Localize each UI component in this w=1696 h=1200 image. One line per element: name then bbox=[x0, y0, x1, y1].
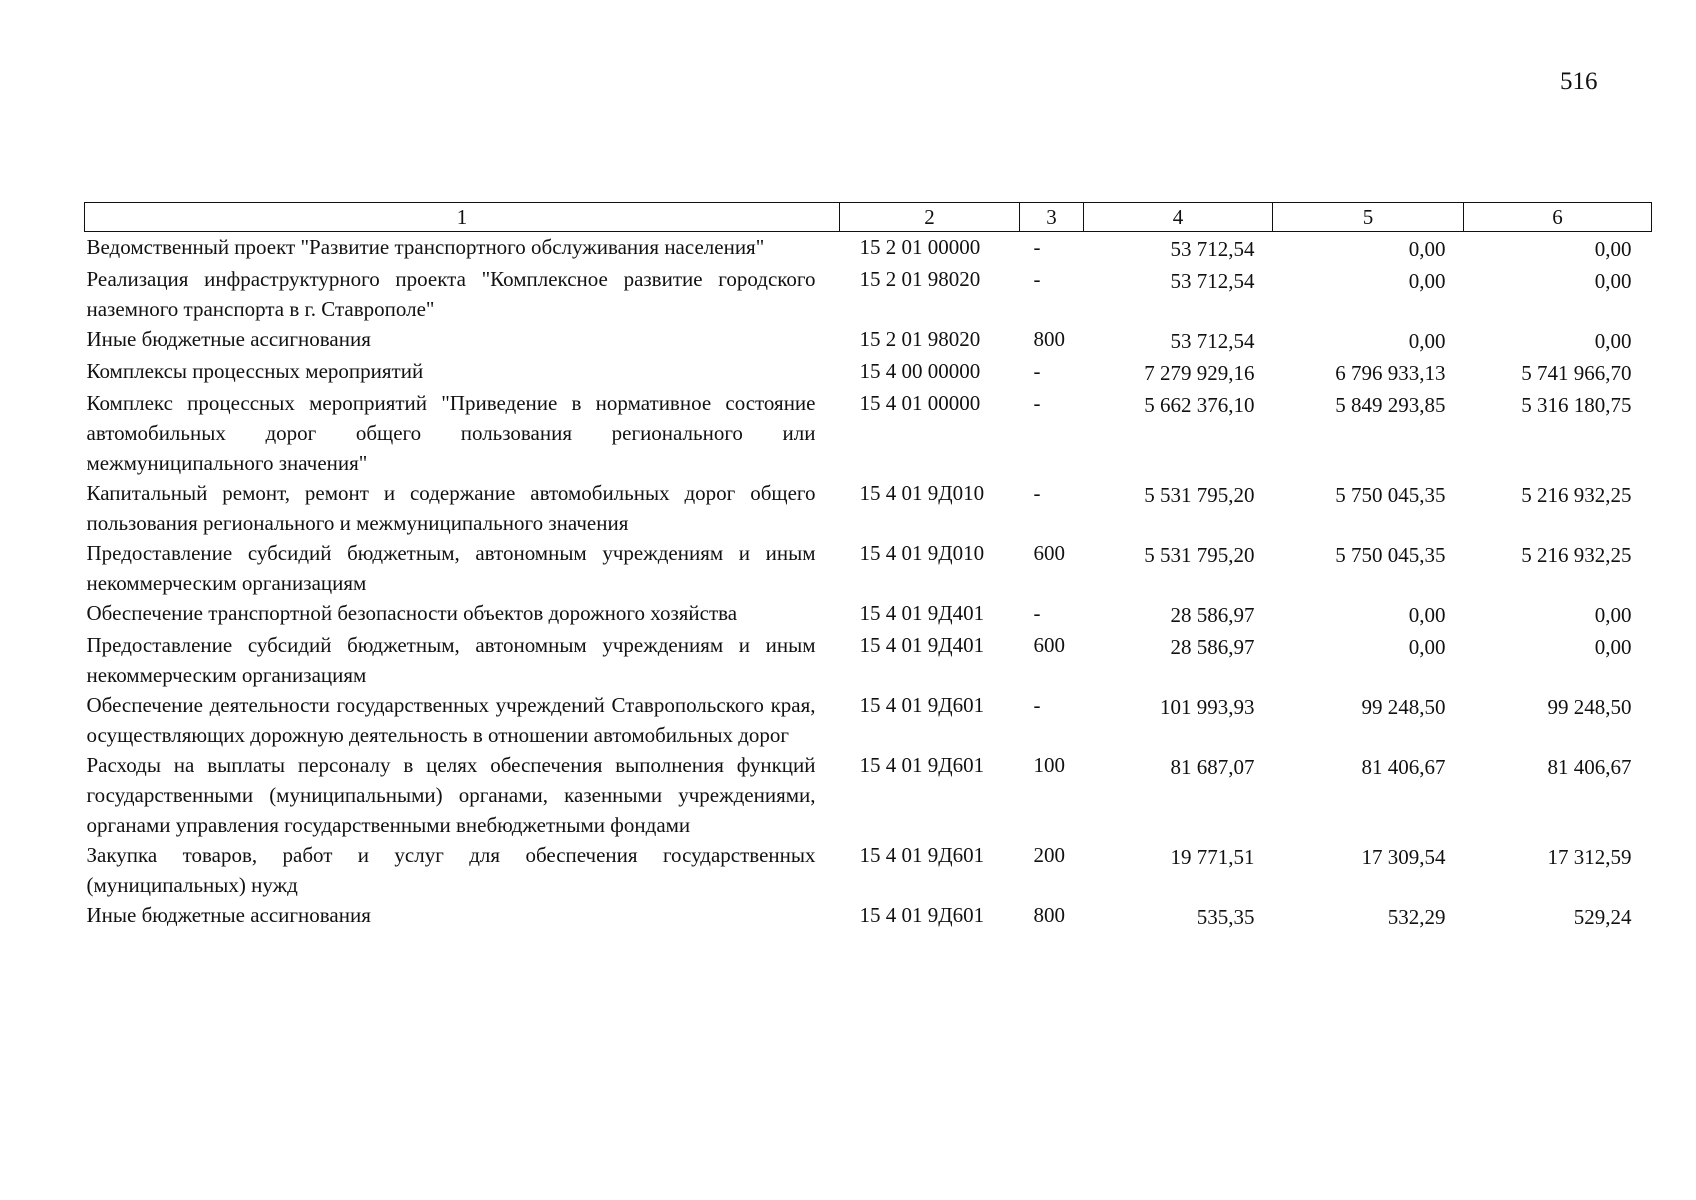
row-value-4: 101 993,93 bbox=[1160, 695, 1255, 719]
row-value-5: 17 309,54 bbox=[1361, 845, 1446, 869]
row-code: 15 2 01 00000 bbox=[859, 235, 981, 259]
row-code: 15 4 01 9Д401 bbox=[859, 633, 985, 657]
row-value-6: 0,00 bbox=[1594, 237, 1632, 261]
row-type: - bbox=[1033, 235, 1041, 259]
row-code: 15 2 01 98020 bbox=[859, 267, 981, 291]
row-value-6: 81 406,67 bbox=[1547, 755, 1632, 779]
row-name: Комплексы процессных мероприятий bbox=[86, 359, 424, 383]
row-value-5: 5 849 293,85 bbox=[1335, 393, 1446, 417]
row-name: Предоставление субсидий бюджетным, автономным учреждениям и иным некоммерческим организациям bbox=[86, 633, 816, 687]
table-row bbox=[85, 232, 1652, 265]
row-value-4: 28 586,97 bbox=[1170, 603, 1255, 627]
row-code: 15 4 00 00000 bbox=[859, 359, 981, 383]
header-cell-3: 3 bbox=[1020, 203, 1084, 232]
row-name: Обеспечение деятельности государственных учреждений Ставропольского края, осуществляющих дорожную деятельность в отношении автомобильных дорог bbox=[86, 693, 816, 747]
row-name: Обеспечение транспортной безопасности объектов дорожного хозяйства bbox=[86, 601, 738, 625]
header-cell-6: 6 bbox=[1464, 203, 1652, 232]
row-value-4: 19 771,51 bbox=[1170, 845, 1255, 869]
row-value-6: 5 316 180,75 bbox=[1521, 393, 1632, 417]
row-value-4: 28 586,97 bbox=[1170, 635, 1255, 659]
row-name: Реализация инфраструктурного проекта "Комплексное развитие городского наземного транспорта в г. Ставрополе" bbox=[86, 267, 816, 321]
row-name: Иные бюджетные ассигнования bbox=[86, 327, 371, 351]
row-value-6: 99 248,50 bbox=[1547, 695, 1632, 719]
row-type: - bbox=[1033, 693, 1041, 717]
row-value-6: 529,24 bbox=[1573, 905, 1632, 929]
row-value-4: 535,35 bbox=[1196, 905, 1255, 929]
table-row bbox=[85, 478, 1652, 538]
row-value-6: 0,00 bbox=[1594, 329, 1632, 353]
row-value-4: 5 531 795,20 bbox=[1144, 543, 1255, 567]
table-row bbox=[85, 356, 1652, 388]
row-value-4: 5 531 795,20 bbox=[1144, 483, 1255, 507]
row-name: Ведомственный проект "Развитие транспортного обслуживания населения" bbox=[86, 235, 765, 259]
header-row bbox=[85, 203, 1652, 232]
row-type: 100 bbox=[1033, 753, 1065, 777]
row-value-5: 532,29 bbox=[1387, 905, 1446, 929]
row-code: 15 4 01 9Д010 bbox=[859, 481, 985, 505]
table-row bbox=[85, 538, 1652, 598]
table-row bbox=[85, 750, 1652, 840]
row-name: Комплекс процессных мероприятий "Приведение в нормативное состояние автомобильных дорог общего пользования регионального или межмуниципального значения" bbox=[86, 391, 816, 475]
row-value-5: 0,00 bbox=[1408, 237, 1446, 261]
row-code: 15 4 01 9Д401 bbox=[859, 601, 985, 625]
row-code: 15 4 01 9Д601 bbox=[859, 843, 985, 867]
row-value-5: 5 750 045,35 bbox=[1335, 543, 1446, 567]
row-type: - bbox=[1033, 481, 1041, 505]
row-code: 15 4 01 9Д601 bbox=[859, 753, 985, 777]
row-value-5: 99 248,50 bbox=[1361, 695, 1446, 719]
header-cell-2: 2 bbox=[840, 203, 1020, 232]
row-value-6: 0,00 bbox=[1594, 269, 1632, 293]
row-type: - bbox=[1033, 601, 1041, 625]
row-value-6: 5 741 966,70 bbox=[1521, 361, 1632, 385]
row-code: 15 2 01 98020 bbox=[859, 327, 981, 351]
budget-table bbox=[84, 202, 1652, 932]
table-row bbox=[85, 840, 1652, 900]
row-name: Расходы на выплаты персоналу в целях обеспечения выполнения функций государственными (муниципальными) органами, казенными учреждениями, органами управления государственными внебюджетными фондами bbox=[86, 753, 816, 837]
row-type: 600 bbox=[1033, 633, 1065, 657]
row-code: 15 4 01 00000 bbox=[859, 391, 981, 415]
header-cell-1: 1 bbox=[85, 203, 840, 232]
row-type: 800 bbox=[1033, 327, 1065, 351]
row-type: 800 bbox=[1033, 903, 1065, 927]
row-name: Предоставление субсидий бюджетным, автономным учреждениям и иным некоммерческим организациям bbox=[86, 541, 816, 595]
table-row bbox=[85, 598, 1652, 630]
table-row bbox=[85, 388, 1652, 478]
row-code: 15 4 01 9Д601 bbox=[859, 693, 985, 717]
row-value-4: 7 279 929,16 bbox=[1144, 361, 1255, 385]
row-value-6: 0,00 bbox=[1594, 603, 1632, 627]
row-name: Закупка товаров, работ и услуг для обеспечения государственных (муниципальных) нужд bbox=[86, 843, 816, 897]
row-type: - bbox=[1033, 267, 1041, 291]
row-type: 600 bbox=[1033, 541, 1065, 565]
header-cell-4: 4 bbox=[1084, 203, 1273, 232]
row-code: 15 4 01 9Д010 bbox=[859, 541, 985, 565]
row-type: - bbox=[1033, 391, 1041, 415]
row-name: Иные бюджетные ассигнования bbox=[86, 903, 371, 927]
table-row bbox=[85, 630, 1652, 690]
page-number: 516 bbox=[1560, 68, 1598, 95]
row-value-4: 53 712,54 bbox=[1170, 237, 1255, 261]
row-type: - bbox=[1033, 359, 1041, 383]
row-value-6: 17 312,59 bbox=[1547, 845, 1632, 869]
row-value-5: 0,00 bbox=[1408, 635, 1446, 659]
table-row bbox=[85, 264, 1652, 324]
row-value-4: 53 712,54 bbox=[1170, 329, 1255, 353]
row-value-4: 53 712,54 bbox=[1170, 269, 1255, 293]
row-value-5: 0,00 bbox=[1408, 269, 1446, 293]
row-value-5: 0,00 bbox=[1408, 329, 1446, 353]
header-cell-5: 5 bbox=[1273, 203, 1464, 232]
row-value-6: 5 216 932,25 bbox=[1521, 543, 1632, 567]
row-value-6: 5 216 932,25 bbox=[1521, 483, 1632, 507]
table-row bbox=[85, 324, 1652, 356]
row-value-5: 5 750 045,35 bbox=[1335, 483, 1446, 507]
row-type: 200 bbox=[1033, 843, 1065, 867]
row-value-5: 6 796 933,13 bbox=[1335, 361, 1446, 385]
row-value-4: 81 687,07 bbox=[1170, 755, 1255, 779]
row-code: 15 4 01 9Д601 bbox=[859, 903, 985, 927]
table-row bbox=[85, 900, 1652, 932]
table-row bbox=[85, 690, 1652, 750]
row-value-5: 81 406,67 bbox=[1361, 755, 1446, 779]
row-value-6: 0,00 bbox=[1594, 635, 1632, 659]
row-name: Капитальный ремонт, ремонт и содержание автомобильных дорог общего пользования регионального и межмуниципального значения bbox=[86, 481, 816, 535]
row-value-4: 5 662 376,10 bbox=[1144, 393, 1255, 417]
row-value-5: 0,00 bbox=[1408, 603, 1446, 627]
